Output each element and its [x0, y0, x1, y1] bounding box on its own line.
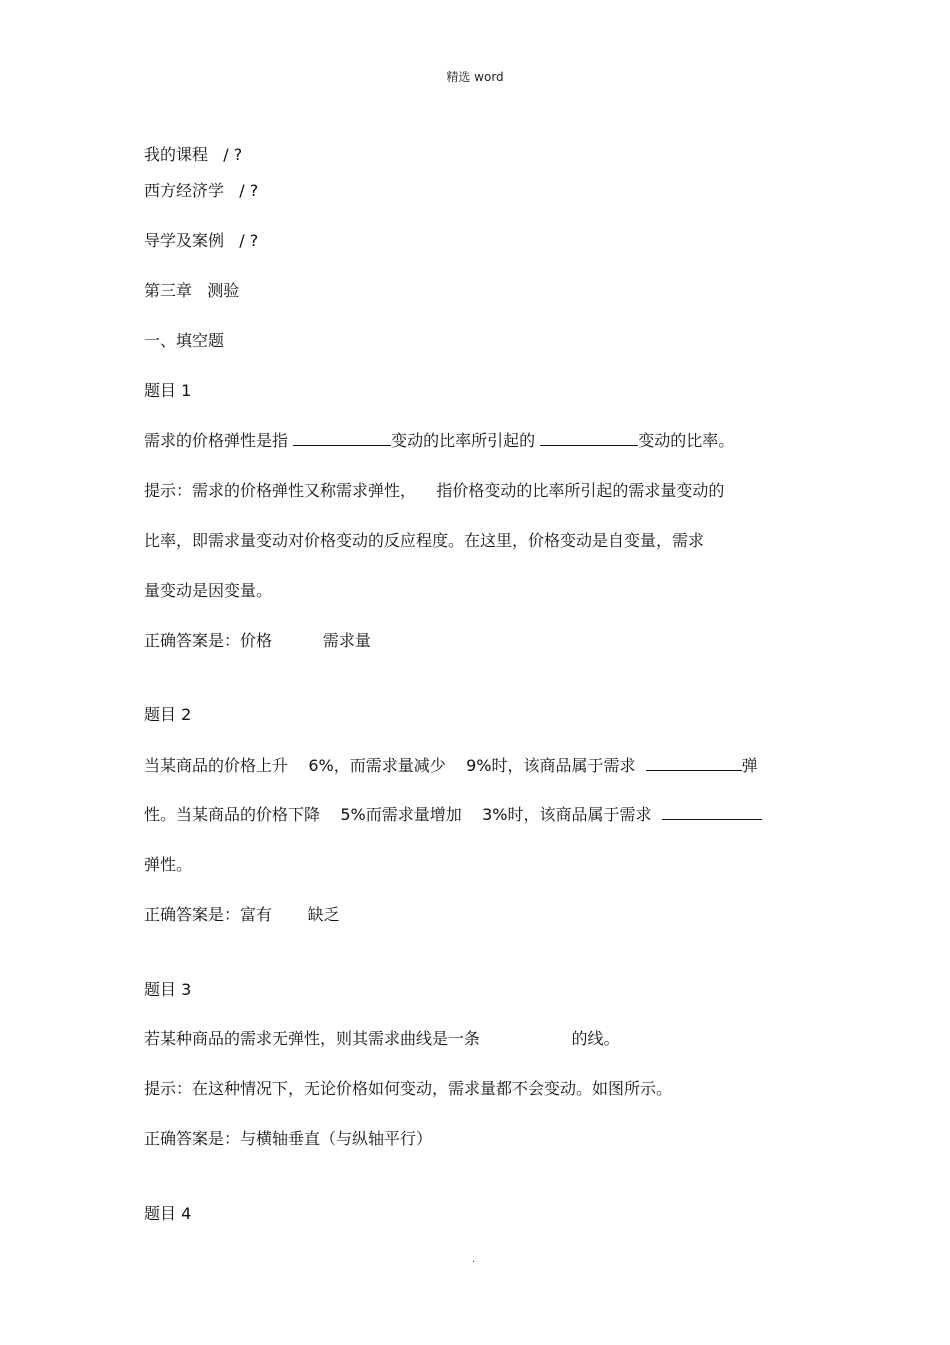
- answer-blank: [646, 756, 742, 771]
- question-3-text: 若某种商品的需求无弹性，则其需求曲线是一条 的线。: [144, 1029, 620, 1048]
- question-1-text-b: 变动的比率所引起的: [391, 431, 541, 450]
- question-1-answer: 正确答案是：价格 需求量: [144, 631, 371, 650]
- page-header: 精选 word: [446, 70, 504, 84]
- question-1-hint-line-2: 比率，即需求量变动对价格变动的反应程度。在这里，价格变动是自变量，需求: [144, 531, 705, 550]
- question-3-hint: 提示：在这种情况下，无论价格如何变动，需求量都不会变动。如图所示。: [144, 1079, 673, 1098]
- question-2-text-line-2: [144, 805, 762, 825]
- question-1-text-c: 变动的比率。: [638, 431, 735, 450]
- question-3-title: 题目 3: [144, 980, 192, 999]
- answer-blank: [293, 431, 391, 446]
- question-1-text: [144, 431, 734, 451]
- question-2-answer: 正确答案是：富有 缺乏: [144, 905, 340, 924]
- question-1-hint-line-3: 量变动是因变量。: [144, 581, 273, 600]
- question-2-text-line-1: [144, 756, 758, 776]
- question-2-text-1-end: 弹: [741, 756, 758, 775]
- question-4-title: 题目 4: [144, 1204, 192, 1223]
- question-2-title: 题目 2: [144, 705, 192, 724]
- question-3-answer: 正确答案是：与横轴垂直（与纵轴平行）: [144, 1129, 433, 1148]
- chapter-title: 第三章 测验: [144, 281, 240, 300]
- breadcrumb-my-courses[interactable]: 我的课程 / ?: [144, 145, 243, 164]
- section-title: 一、填空题: [144, 331, 225, 350]
- question-1-title: 题目 1: [144, 381, 192, 400]
- question-2-text-line-3: 弹性。: [144, 855, 193, 874]
- breadcrumb-guide[interactable]: 导学及案例 / ?: [144, 231, 259, 250]
- answer-blank: [662, 805, 762, 820]
- answer-blank: [540, 431, 638, 446]
- page-footer: .: [472, 1254, 476, 1265]
- question-1-text-a: 需求的价格弹性是指: [144, 431, 294, 450]
- breadcrumb-course[interactable]: 西方经济学 / ?: [144, 181, 259, 200]
- question-2-text-1: 当某商品的价格上升 6%，而需求量减少 9%时，该商品属于需求: [144, 756, 646, 775]
- question-2-text-2: 性。当某商品的价格下降 5%而需求量增加 3%时，该商品属于需求: [144, 805, 662, 824]
- question-1-hint-line-1: 提示：需求的价格弹性又称需求弹性， 指价格变动的比率所引起的需求量变动的: [144, 481, 725, 500]
